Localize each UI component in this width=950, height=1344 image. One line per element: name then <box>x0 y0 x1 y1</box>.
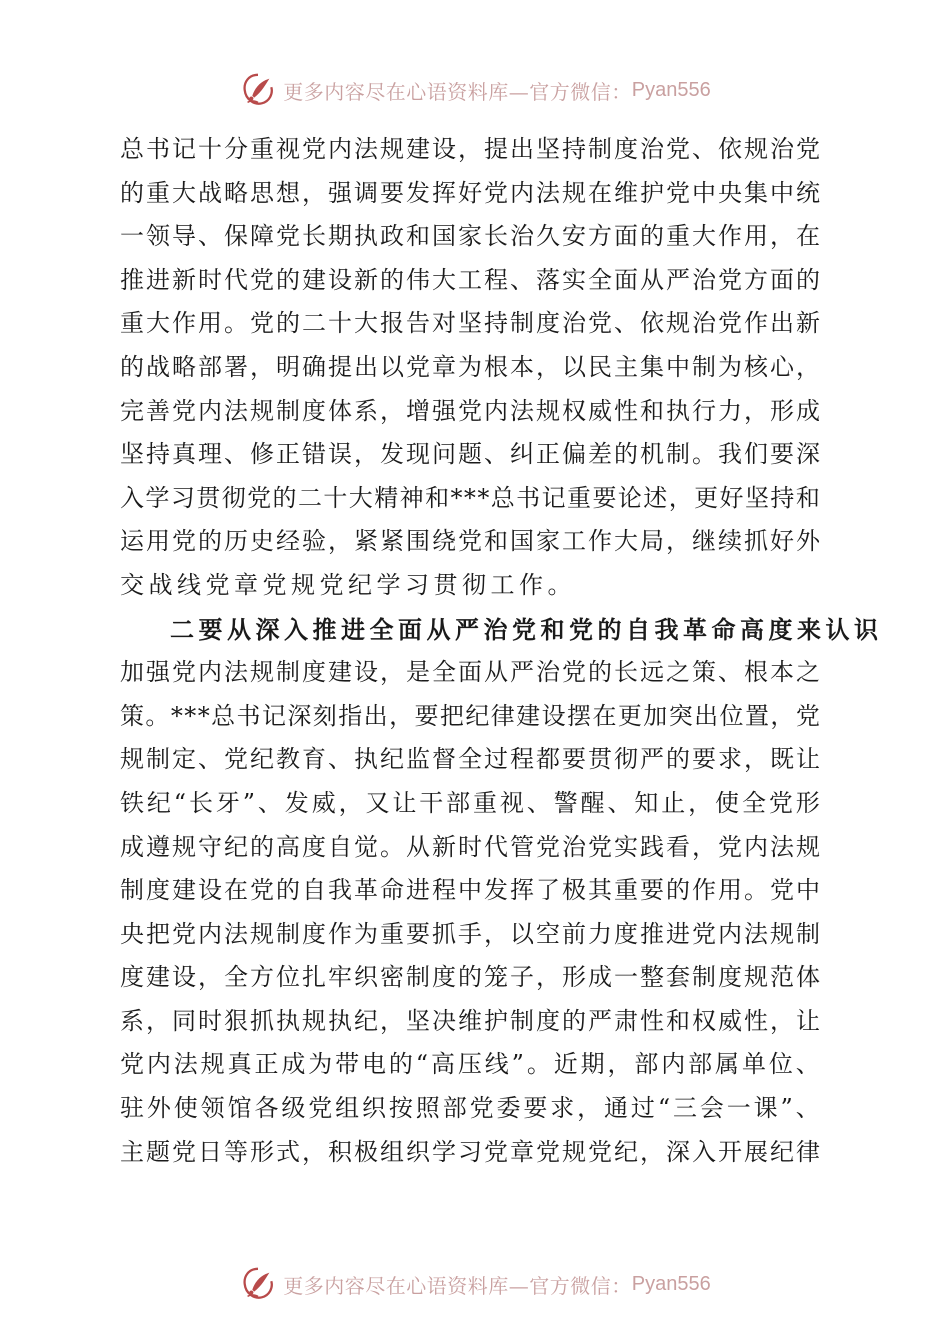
text-line: 交战线党章党规党纪学习贯彻工作。 <box>120 570 576 599</box>
banner-wechat-id: Pyan556 <box>631 1272 711 1295</box>
text-line: 主 题 党 日 等 形 式 ， 积 极 组 织 学 习 党 章 党 规 党 纪 ， 深 入 开 展 纪 律 <box>120 1137 820 1166</box>
text-line: 制 度 建 设 在 党 的 自 我 革 命 进 程 中 发 挥 了 极 其 重 要 的 作 用 。 党 中 <box>120 876 820 905</box>
text-line: 党 内 法 规 真 正 成 为 带 电 的 “ 高 压 线 ” 。 近 期 ， 部 内 部 属 单 位 、 <box>120 1050 820 1079</box>
text-line: 的 战 略 部 署 ， 明 确 提 出 以 党 章 为 根 本 ， 以 民 主 集 中 制 为 核 心 ， <box>120 352 820 381</box>
text-line: 央 把 党 内 法 规 制 度 作 为 重 要 抓 手 ， 以 空 前 力 度 推 进 党 内 法 规 制 <box>120 919 820 948</box>
text-line: 成 遵 规 守 纪 的 高 度 自 觉 。 从 新 时 代 管 党 治 党 实 践 看 ， 党 内 法 规 <box>120 832 820 861</box>
text-line: 推 进 新 时 代 党 的 建 设 新 的 伟 大 工 程 、 落 实 全 面 从 严 治 党 方 面 的 <box>120 265 820 294</box>
section-heading: 二要从深入推进全面从严治党和党的自我革命高度来认识 <box>170 614 883 644</box>
text-line: 完 善 党 内 法 规 制 度 体 系 ， 增 强 党 内 法 规 权 威 性 和 执 行 力 ， 形 成 <box>120 396 820 425</box>
text-line: 总 书 记 十 分 重 视 党 内 法 规 建 设 ， 提 出 坚 持 制 度 治 党 、 依 规 治 党 <box>120 135 820 163</box>
text-line: 铁 纪 “ 长 牙 ” 、 发 威 ， 又 让 干 部 重 视 、 警 醒 、 知 止 ， 使 全 党 形 <box>120 788 820 817</box>
text-line: 策 。 * * * 总 书 记 深 刻 指 出 ， 要 把 纪 律 建 设 摆 在 更 加 突 出 位 置 ， 党 <box>120 701 820 730</box>
brand-logo-icon <box>239 1265 277 1303</box>
text-line: 的 重 大 战 略 思 想 ， 强 调 要 发 挥 好 党 内 法 规 在 维 护 党 中 央 集 中 统 <box>120 178 820 207</box>
text-line: 规 制 定 、 党 纪 教 育 、 执 纪 监 督 全 过 程 都 要 贯 彻 严 的 要 求 ， 既 让 <box>120 745 820 774</box>
text-line: 系 ， 同 时 狠 抓 执 规 执 纪 ， 坚 决 维 护 制 度 的 严 肃 性 和 权 威 性 ， 让 <box>120 1006 820 1035</box>
document-body <box>120 128 883 1174</box>
banner-text: 更多内容尽在心语资料库—官方微信： <box>283 1273 632 1298</box>
text-line: 入 学 习 贯 彻 党 的 二 十 大 精 神 和 * * * 总 书 记 重 要 论 述 ， 更 好 坚 持 和 <box>120 483 820 512</box>
banner-text: 更多内容尽在心语资料库—官方微信： <box>283 79 632 104</box>
header-watermark <box>0 68 950 112</box>
text-line: 运 用 党 的 历 史 经 验 ， 紧 紧 围 绕 党 和 国 家 工 作 大 局 ， 继 续 抓 好 外 <box>120 527 820 556</box>
text-line: 度 建 设 ， 全 方 位 扎 牢 织 密 制 度 的 笼 子 ， 形 成 一 整 套 制 度 规 范 体 <box>120 963 820 992</box>
text-line: 重 大 作 用 。 党 的 二 十 大 报 告 对 坚 持 制 度 治 党 、 依 规 治 党 作 出 新 <box>120 309 820 338</box>
brand-logo-icon <box>239 71 277 109</box>
text-line: 加 强 党 内 法 规 制 度 建 设 ， 是 全 面 从 严 治 党 的 长 远 之 策 、 根 本 之 <box>120 658 820 687</box>
text-line: 坚 持 真 理 、 修 正 错 误 ， 发 现 问 题 、 纠 正 偏 差 的 机 制 。 我 们 要 深 <box>120 440 820 469</box>
footer-watermark <box>0 1262 950 1306</box>
text-line: 驻 外 使 领 馆 各 级 党 组 织 按 照 部 党 委 要 求 ， 通 过 “ 三 会 一 课 ” 、 <box>120 1094 820 1123</box>
banner-wechat-id: Pyan556 <box>631 78 711 101</box>
text-line: 一 领 导 、 保 障 党 长 期 执 政 和 国 家 长 治 久 安 方 面 的 重 大 作 用 ， 在 <box>120 222 820 251</box>
